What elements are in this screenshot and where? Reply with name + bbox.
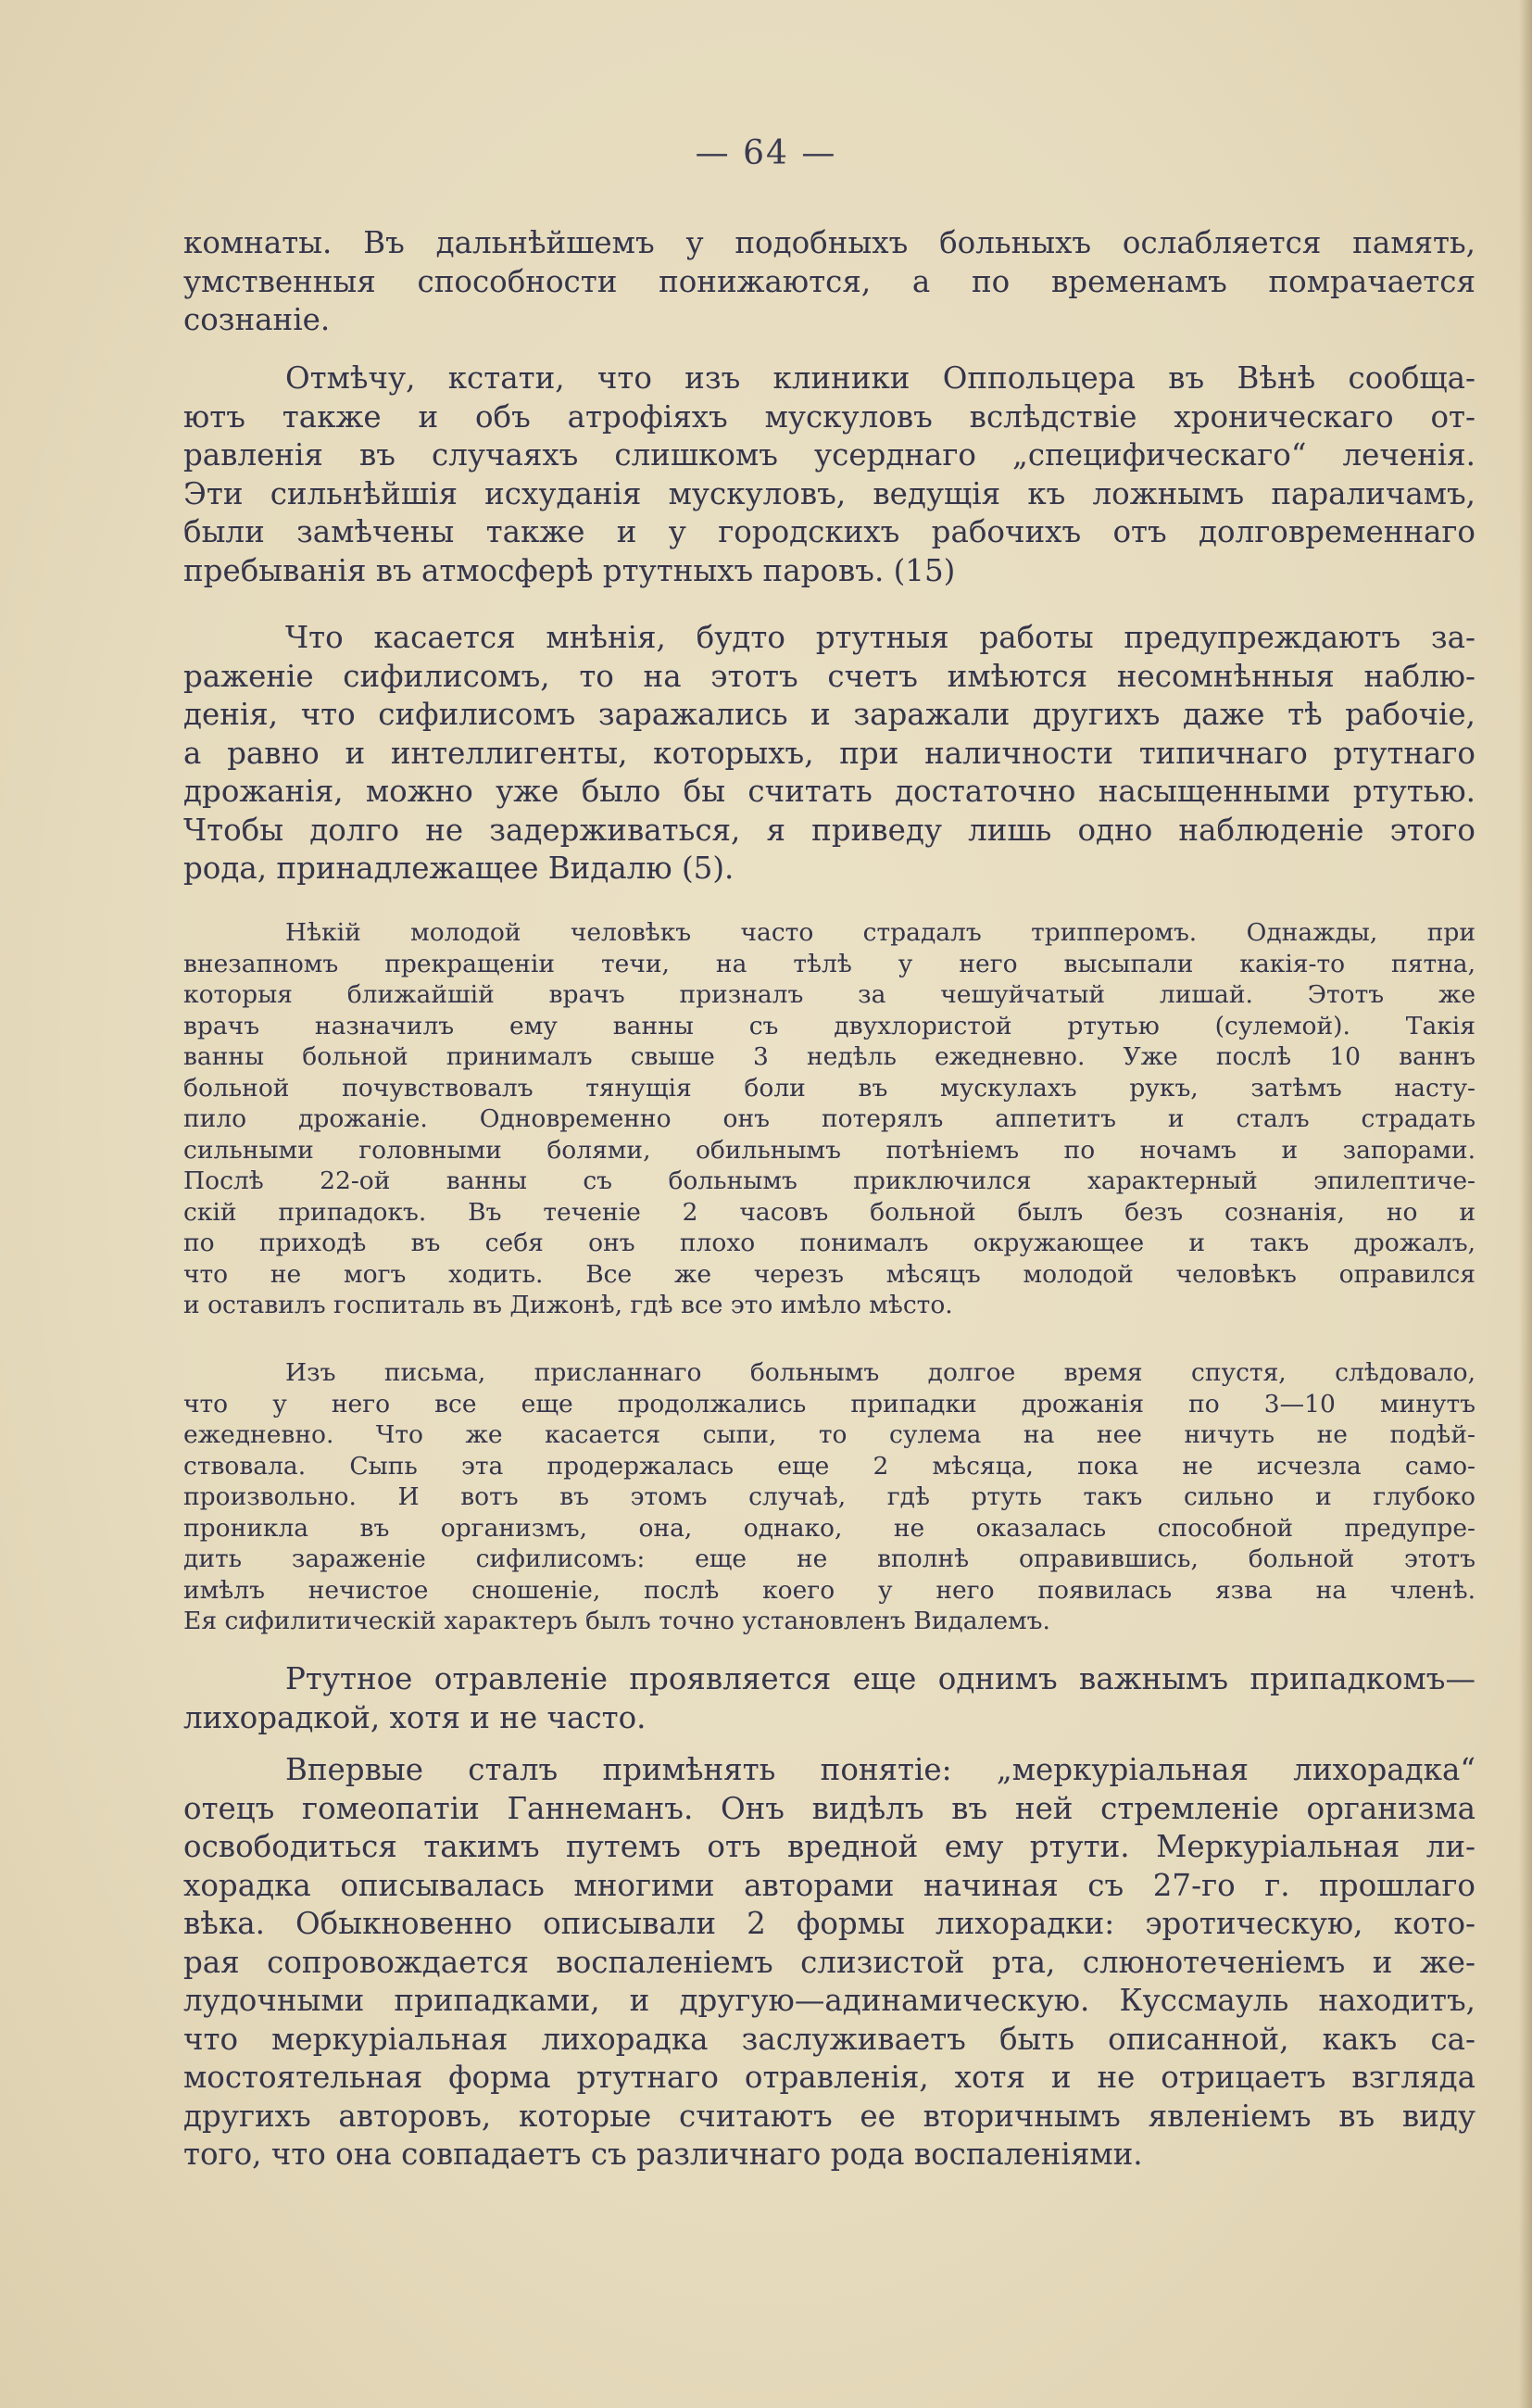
text-line: равленія въ случаяхъ слишкомъ усерднаго „специфическаго“ леченія.	[183, 437, 1475, 473]
text-line: Послѣ 22-ой ванны съ больнымъ приключился характерный эпилептиче-	[183, 1166, 1475, 1195]
text-line: произвольно. И вотъ въ этомъ случаѣ, гдѣ ртуть такъ сильно и глубоко	[183, 1482, 1475, 1511]
text-line: того, что она совпадаетъ съ различнаго рода воспаленіями.	[183, 2137, 1143, 2172]
text-line: были замѣчены также и у городскихъ рабочихъ отъ долговременнаго	[183, 514, 1475, 549]
text-line: Впервые сталъ примѣнять понятіе: „меркуріальная лихорадка“	[285, 1752, 1475, 1787]
text-line: врачъ назначилъ ему ванны съ двухлористой ртутью (сулемой). Такія	[183, 1011, 1475, 1040]
text-line: по приходѣ въ себя онъ плохо понималъ окружающее и такъ дрожалъ,	[183, 1229, 1475, 1257]
text-line: другихъ авторовъ, которые считаютъ ее вторичнымъ явленіемъ въ виду	[183, 2098, 1475, 2134]
text-line: которыя ближайшій врачъ призналъ за чешуйчатый лишай. Этотъ же	[183, 980, 1475, 1009]
text-line: Изъ письма, присланнаго больнымъ долгое время спустя, слѣдовало,	[285, 1358, 1475, 1387]
text-line: Нѣкій молодой человѣкъ часто страдалъ трипперомъ. Однажды, при	[285, 918, 1475, 947]
text-line: и оставилъ госпиталь въ Дижонѣ, гдѣ все это имѣло мѣсто.	[183, 1291, 953, 1319]
paragraph-continuation	[183, 224, 1475, 340]
text-line: пило дрожаніе. Одновременно онъ потерялъ аппетитъ и сталъ страдать	[183, 1104, 1475, 1133]
text-line: имѣлъ нечистое сношеніе, послѣ коего у него появилась язва на членѣ.	[183, 1575, 1475, 1605]
paragraph-oppolzer	[183, 359, 1475, 590]
text-line: рода, принадлежащее Видалю (5).	[183, 851, 735, 886]
text-line: больной почувствовалъ тянущія боли въ мускулахъ рукъ, затѣмъ насту-	[183, 1073, 1475, 1103]
text-line: что меркуріальная лихорадка заслуживаетъ быть описанной, какъ са-	[183, 2021, 1475, 2057]
text-line: Ея сифилитическій характеръ былъ точно установленъ Видалемъ.	[183, 1607, 1050, 1635]
text-line: лихорадкой, хотя и не часто.	[183, 1699, 647, 1735]
text-line: скій припадокъ. Въ теченіе 2 часовъ больной былъ безъ сознанія, но и	[183, 1197, 1475, 1227]
text-line: отецъ гомеопатіи Ганнеманъ. Онъ видѣлъ въ ней стремленіе организма	[183, 1790, 1475, 1826]
text-line: проникла въ организмъ, она, однако, не оказалась способной предупре-	[183, 1513, 1475, 1543]
text-line: внезапномъ прекращеніи течи, на тѣлѣ у него высыпали какія-то пятна,	[183, 949, 1475, 978]
text-line: хорадка описывалась многими авторами начиная съ 27-го г. прошлаго	[183, 1867, 1475, 1903]
text-line: пребыванія въ атмосферѣ ртутныхъ паровъ. (15)	[183, 552, 956, 588]
paragraph-fever-intro	[183, 1660, 1475, 1737]
text-line: освободиться такимъ путемъ отъ вредной ему ртути. Меркуріальная ли-	[183, 1829, 1475, 1864]
text-line: ютъ также и объ атрофіяхъ мускуловъ вслѣдствіе хроническаго от-	[183, 398, 1475, 435]
text-line: сильными головными болями, обильнымъ потѣніемъ по ночамъ и запорами.	[183, 1135, 1475, 1165]
text-line: комнаты. Въ дальнѣйшемъ у подобныхъ больныхъ ослабляется память,	[183, 225, 1475, 260]
text-line: а равно и интеллигенты, которыхъ, при наличности типичнаго ртутнаго	[183, 735, 1475, 771]
text-line: Ртутное отравленіе проявляется еще однимъ важнымъ припадкомъ—	[285, 1661, 1475, 1696]
text-line: что у него все еще продолжались припадки дрожанія по 3—10 минутъ	[183, 1389, 1475, 1418]
paragraph-syphilis-opinion	[183, 619, 1475, 889]
text-line: рая сопровождается воспаленіемъ слизистой рта, слюнотеченіемъ и же-	[183, 1944, 1475, 1980]
text-line: ежедневно. Что же касается сыпи, то сулема на нее ничуть не подѣй-	[183, 1420, 1475, 1449]
text-line: Эти сильнѣйшія исхуданія мускуловъ, ведущія къ ложнымъ параличамъ,	[183, 475, 1475, 511]
page-edge-shadow	[1519, 0, 1532, 2408]
text-line: умственныя способности понижаются, а по временамъ помрачается	[183, 263, 1475, 299]
case-report-paragraph	[183, 917, 1475, 1321]
text-line: вѣка. Обыкновенно описывали 2 формы лихорадки: эротическую, кото-	[183, 1906, 1475, 1941]
text-line: Отмѣчу, кстати, что изъ клиники Оппольцера въ Вѣнѣ сообща-	[285, 360, 1475, 396]
page-number: — 64 —	[695, 134, 837, 172]
paragraph-mercurial-fever	[183, 1751, 1475, 2175]
text-line: сознаніе.	[183, 302, 331, 337]
text-line: раженіе сифилисомъ, то на этотъ счетъ имѣются несомнѣнныя наблю-	[183, 658, 1475, 694]
text-line: что не могъ ходить. Все же черезъ мѣсяцъ молодой человѣкъ оправился	[183, 1259, 1475, 1289]
text-line: дрожанія, можно уже было бы считать достаточно насыщенными ртутью.	[183, 774, 1475, 809]
text-line: денія, что сифилисомъ заражались и заражали другихъ даже тѣ рабочіе,	[183, 697, 1475, 732]
text-line: ствовала. Сыпь эта продержалась еще 2 мѣсяца, пока не исчезла само-	[183, 1451, 1475, 1481]
text-line: мостоятельная форма ртутнаго отравленія, хотя и не отрицаетъ взгляда	[183, 2060, 1475, 2095]
case-report-letter-paragraph	[183, 1357, 1475, 1637]
text-line: дить зараженіе сифилисомъ: еще не вполнѣ оправившись, больной этотъ	[183, 1544, 1475, 1573]
text-line: Чтобы долго не задерживаться, я приведу лишь одно наблюденіе этого	[183, 812, 1475, 848]
text-line: Что касается мнѣнія, будто ртутныя работы предупреждаютъ за-	[285, 620, 1475, 655]
text-line: лудочными припадками, и другую—адинамическую. Куссмауль находитъ,	[183, 1983, 1475, 2018]
text-line: ванны больной принималъ свыше 3 недѣль ежедневно. Уже послѣ 10 ваннъ	[183, 1042, 1475, 1071]
